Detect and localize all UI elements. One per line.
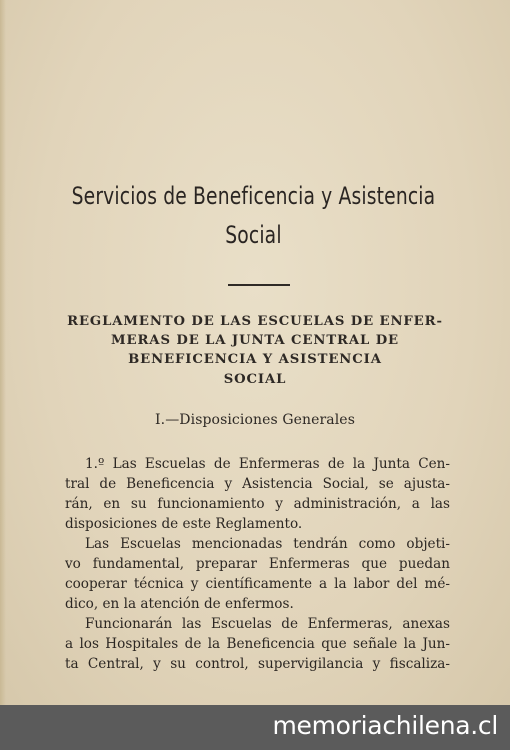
regulation-heading-line-2: MERAS DE LA JUNTA CENTRAL DE	[111, 333, 399, 348]
document-title-line-1: Servicios de Beneficencia y Asistencia	[71, 182, 436, 210]
regulation-heading-line-1: REGLAMENTO DE LAS ESCUELAS DE ENFER-	[67, 314, 443, 329]
body-line: a los Hospitales de la Beneficencia que señale la Jun-	[65, 636, 450, 652]
regulation-heading-line-4: SOCIAL	[223, 372, 287, 387]
body-line: dico, en la atención de enfermos.	[65, 596, 294, 612]
body-line: rán, en su funcionamiento y administración, a las	[65, 496, 450, 512]
body-line: disposiciones de este Reglamento.	[65, 516, 303, 532]
watermark-bar	[0, 705, 510, 750]
body-line: tral de Beneficencia y Asistencia Social, se ajusta-	[65, 476, 450, 492]
watermark-text: memoriachilena.cl	[272, 711, 498, 740]
body-line: Funcionarán las Escuelas de Enfermeras, anexas	[85, 616, 450, 632]
section-title: I.—Disposiciones Generales	[155, 412, 355, 428]
title-divider	[228, 284, 290, 286]
regulation-heading-line-3: BENEFICENCIA Y ASISTENCIA	[128, 352, 382, 367]
body-line: 1.º Las Escuelas de Enfermeras de la Junta Cen-	[85, 456, 450, 472]
document-title-line-2: Social	[225, 221, 282, 249]
body-line: Las Escuelas mencionadas tendrán como objeti-	[85, 536, 450, 552]
body-line: cooperar técnica y científicamente a la labor del mé-	[65, 576, 450, 592]
body-line: vo fundamental, preparar Enfermeras que puedan	[65, 556, 450, 572]
body-line: ta Central, y su control, supervigilancia y fiscaliza-	[65, 656, 450, 672]
